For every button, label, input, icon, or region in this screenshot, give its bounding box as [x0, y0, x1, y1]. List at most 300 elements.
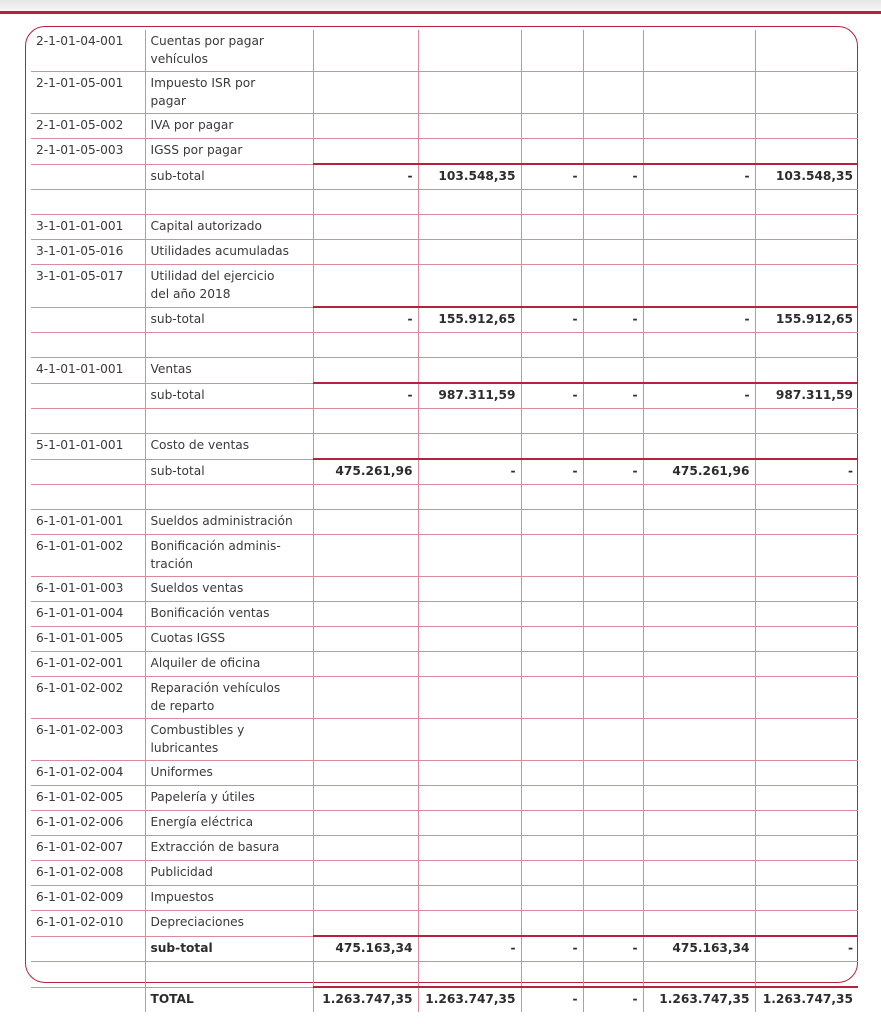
- empty-haber-saldos: [755, 911, 858, 937]
- empty-haber-sumas: [418, 761, 521, 786]
- empty-haber-sumas: [418, 811, 521, 836]
- subtotal-row: [31, 936, 858, 962]
- empty-cell: [643, 190, 755, 215]
- empty-haber-saldos-a: [583, 811, 643, 836]
- empty-haber-saldos-a: [583, 114, 643, 139]
- empty-cell: [31, 962, 145, 988]
- empty-debe-sumas: [313, 358, 418, 384]
- account-description: IGSS por pagar: [145, 139, 313, 165]
- empty-haber-saldos-a: [583, 358, 643, 384]
- empty-debe-sumas: [313, 836, 418, 861]
- empty-haber-saldos: [755, 358, 858, 384]
- empty-cell: [145, 190, 313, 215]
- empty-debe-saldos-a: [521, 677, 583, 719]
- account-description: Uniformes: [145, 761, 313, 786]
- amount-haber-sumas: 987.311,59: [418, 383, 521, 409]
- account-description: Capital autorizado: [145, 215, 313, 240]
- account-row: [31, 886, 858, 911]
- account-description: Impuesto ISR por pagar: [145, 72, 313, 114]
- account-description: sub-total: [145, 164, 313, 190]
- amount-haber-saldos-a: -: [583, 936, 643, 962]
- amount-debe-saldos-a: -: [521, 459, 583, 485]
- account-description: Sueldos administración: [145, 510, 313, 535]
- empty-debe-saldos: [643, 510, 755, 535]
- account-description: [145, 535, 313, 577]
- empty-haber-saldos-a: [583, 30, 643, 72]
- account-description: Depreciaciones: [145, 911, 313, 937]
- empty-cell: [521, 409, 583, 434]
- amount-debe-saldos: -: [643, 164, 755, 190]
- empty-haber-saldos: [755, 510, 858, 535]
- spacer-row: [31, 190, 858, 215]
- empty-haber-saldos: [755, 215, 858, 240]
- empty-haber-saldos: [755, 30, 858, 72]
- empty-haber-sumas: [418, 627, 521, 652]
- empty-haber-saldos: [755, 811, 858, 836]
- spacer-row: [31, 485, 858, 510]
- empty-haber-sumas: [418, 139, 521, 165]
- account-code: [31, 383, 145, 409]
- empty-haber-saldos: [755, 114, 858, 139]
- account-code: 6-1-01-02-007: [31, 836, 145, 861]
- empty-cell: [755, 333, 858, 358]
- account-description: Utilidad del ejercicio del año 2018: [145, 265, 313, 308]
- empty-haber-saldos-a: [583, 72, 643, 114]
- account-code: 6-1-01-01-001: [31, 510, 145, 535]
- empty-debe-saldos: [643, 114, 755, 139]
- empty-cell: [755, 962, 858, 988]
- empty-haber-saldos: [755, 719, 858, 761]
- amount-debe-saldos-a: -: [521, 936, 583, 962]
- empty-debe-saldos: [643, 911, 755, 937]
- empty-haber-saldos-a: [583, 240, 643, 265]
- empty-cell: [583, 485, 643, 510]
- account-code: 4-1-01-01-001: [31, 358, 145, 384]
- empty-cell: [418, 409, 521, 434]
- empty-cell: [755, 485, 858, 510]
- account-code: 6-1-01-02-002: [31, 677, 145, 719]
- empty-debe-saldos-a: [521, 602, 583, 627]
- empty-debe-saldos-a: [521, 30, 583, 72]
- empty-haber-saldos-a: [583, 577, 643, 602]
- account-row: [31, 215, 858, 240]
- account-description: Papelería y útiles: [145, 786, 313, 811]
- account-row: [31, 602, 858, 627]
- amount-haber-sumas: -: [418, 459, 521, 485]
- amount-haber-saldos-a: -: [583, 164, 643, 190]
- account-description: Energía eléctrica: [145, 811, 313, 836]
- account-description: Cuentas por pagar vehículos: [145, 30, 313, 72]
- empty-haber-saldos-a: [583, 652, 643, 677]
- account-code: 2-1-01-05-003: [31, 139, 145, 165]
- spacer-row: [31, 333, 858, 358]
- empty-haber-saldos: [755, 139, 858, 165]
- empty-cell: [313, 333, 418, 358]
- total-row: [31, 987, 858, 1012]
- empty-debe-saldos-a: [521, 627, 583, 652]
- empty-haber-saldos: [755, 265, 858, 308]
- amount-debe-saldos: 1.263.747,35: [643, 987, 755, 1012]
- amount-haber-sumas: 1.263.747,35: [418, 987, 521, 1012]
- account-description: Combustibles y lubricantes: [145, 719, 313, 761]
- empty-cell: [583, 962, 643, 988]
- account-description: Alquiler de oficina: [145, 652, 313, 677]
- account-description: Costo de ventas: [145, 434, 313, 460]
- empty-cell: [643, 333, 755, 358]
- amount-debe-saldos: -: [643, 383, 755, 409]
- empty-debe-saldos: [643, 811, 755, 836]
- account-code: 6-1-01-01-002: [31, 535, 145, 577]
- account-row: [31, 861, 858, 886]
- amount-debe-saldos: 475.261,96: [643, 459, 755, 485]
- empty-cell: [521, 962, 583, 988]
- empty-haber-saldos-a: [583, 627, 643, 652]
- account-row: [31, 577, 858, 602]
- empty-debe-saldos-a: [521, 139, 583, 165]
- empty-debe-sumas: [313, 139, 418, 165]
- empty-debe-saldos: [643, 577, 755, 602]
- empty-haber-sumas: [418, 114, 521, 139]
- amount-haber-saldos: -: [755, 936, 858, 962]
- empty-haber-saldos: [755, 72, 858, 114]
- empty-debe-saldos-a: [521, 577, 583, 602]
- amount-haber-saldos-a: -: [583, 307, 643, 333]
- account-description: Impuestos: [145, 886, 313, 911]
- account-code: [31, 164, 145, 190]
- account-code: 6-1-01-02-009: [31, 886, 145, 911]
- amount-haber-saldos: 1.263.747,35: [755, 987, 858, 1012]
- account-code: 6-1-01-02-010: [31, 911, 145, 937]
- empty-debe-saldos: [643, 30, 755, 72]
- amount-debe-sumas: -: [313, 383, 418, 409]
- empty-debe-saldos-a: [521, 265, 583, 308]
- empty-debe-sumas: [313, 30, 418, 72]
- empty-cell: [313, 190, 418, 215]
- empty-debe-saldos-a: [521, 240, 583, 265]
- empty-haber-saldos-a: [583, 139, 643, 165]
- account-row: [31, 265, 858, 308]
- empty-debe-saldos-a: [521, 72, 583, 114]
- empty-debe-sumas: [313, 72, 418, 114]
- header-rule: [0, 11, 881, 14]
- account-row: [31, 811, 858, 836]
- account-code: 6-1-01-02-003: [31, 719, 145, 761]
- empty-haber-sumas: [418, 719, 521, 761]
- account-description: Cuotas IGSS: [145, 627, 313, 652]
- account-code: [31, 307, 145, 333]
- account-row: [31, 535, 858, 577]
- account-description: Bonificación ventas: [145, 602, 313, 627]
- empty-debe-sumas: [313, 265, 418, 308]
- empty-haber-saldos-a: [583, 886, 643, 911]
- empty-cell: [145, 333, 313, 358]
- empty-haber-sumas: [418, 602, 521, 627]
- empty-haber-saldos-a: [583, 761, 643, 786]
- amount-haber-sumas: 155.912,65: [418, 307, 521, 333]
- account-description: Utilidades acumuladas: [145, 240, 313, 265]
- empty-cell: [145, 485, 313, 510]
- empty-haber-saldos: [755, 886, 858, 911]
- empty-debe-sumas: [313, 677, 418, 719]
- empty-debe-saldos: [643, 72, 755, 114]
- empty-cell: [643, 485, 755, 510]
- empty-haber-sumas: [418, 786, 521, 811]
- account-description: sub-total: [145, 383, 313, 409]
- empty-debe-saldos-a: [521, 358, 583, 384]
- empty-debe-saldos-a: [521, 761, 583, 786]
- empty-haber-sumas: [418, 535, 521, 577]
- empty-cell: [31, 190, 145, 215]
- subtotal-row: [31, 459, 858, 485]
- empty-cell: [643, 409, 755, 434]
- account-row: [31, 761, 858, 786]
- empty-debe-saldos: [643, 265, 755, 308]
- empty-cell: [521, 190, 583, 215]
- empty-cell: [145, 409, 313, 434]
- account-description-text: Bonificación adminis-tración: [150, 539, 281, 571]
- empty-debe-saldos-a: [521, 836, 583, 861]
- empty-haber-saldos: [755, 602, 858, 627]
- spacer-row: [31, 409, 858, 434]
- empty-debe-sumas: [313, 215, 418, 240]
- empty-haber-sumas: [418, 358, 521, 384]
- account-code: 6-1-01-02-005: [31, 786, 145, 811]
- empty-debe-saldos: [643, 139, 755, 165]
- empty-debe-saldos-a: [521, 114, 583, 139]
- empty-debe-saldos-a: [521, 215, 583, 240]
- empty-debe-saldos: [643, 761, 755, 786]
- empty-debe-saldos-a: [521, 434, 583, 460]
- empty-debe-saldos-a: [521, 786, 583, 811]
- amount-haber-saldos-a: -: [583, 383, 643, 409]
- empty-haber-saldos-a: [583, 602, 643, 627]
- empty-haber-saldos: [755, 677, 858, 719]
- account-code: 2-1-01-05-001: [31, 72, 145, 114]
- empty-haber-saldos: [755, 627, 858, 652]
- empty-haber-sumas: [418, 836, 521, 861]
- account-description: IVA por pagar: [145, 114, 313, 139]
- empty-haber-sumas: [418, 240, 521, 265]
- account-code: 2-1-01-05-002: [31, 114, 145, 139]
- empty-cell: [313, 485, 418, 510]
- account-row: [31, 836, 858, 861]
- empty-debe-saldos-a: [521, 652, 583, 677]
- empty-debe-saldos: [643, 652, 755, 677]
- account-description: Ventas: [145, 358, 313, 384]
- account-code: 5-1-01-01-001: [31, 434, 145, 460]
- empty-haber-saldos: [755, 240, 858, 265]
- empty-cell: [313, 962, 418, 988]
- empty-debe-sumas: [313, 786, 418, 811]
- empty-haber-saldos: [755, 577, 858, 602]
- account-code: 6-1-01-02-006: [31, 811, 145, 836]
- empty-debe-saldos: [643, 434, 755, 460]
- account-description: Reparación vehículos de reparto: [145, 677, 313, 719]
- empty-haber-saldos-a: [583, 677, 643, 719]
- empty-debe-saldos: [643, 719, 755, 761]
- empty-debe-saldos-a: [521, 911, 583, 937]
- account-row: [31, 358, 858, 384]
- empty-debe-sumas: [313, 861, 418, 886]
- empty-haber-sumas: [418, 861, 521, 886]
- account-row: [31, 911, 858, 937]
- amount-haber-sumas: 103.548,35: [418, 164, 521, 190]
- amount-debe-saldos: -: [643, 307, 755, 333]
- empty-haber-saldos-a: [583, 434, 643, 460]
- account-code: [31, 459, 145, 485]
- account-code: [31, 936, 145, 962]
- empty-debe-sumas: [313, 652, 418, 677]
- account-row: [31, 652, 858, 677]
- account-code: 6-1-01-02-004: [31, 761, 145, 786]
- empty-debe-sumas: [313, 602, 418, 627]
- account-description: TOTAL: [145, 987, 313, 1012]
- amount-debe-saldos: 475.163,34: [643, 936, 755, 962]
- empty-haber-sumas: [418, 652, 521, 677]
- empty-debe-sumas: [313, 535, 418, 577]
- amount-debe-sumas: 475.261,96: [313, 459, 418, 485]
- account-row: [31, 30, 858, 72]
- amount-haber-saldos-a: -: [583, 987, 643, 1012]
- empty-cell: [418, 485, 521, 510]
- subtotal-row: [31, 164, 858, 190]
- account-code: 6-1-01-02-001: [31, 652, 145, 677]
- spacer-row: [31, 962, 858, 988]
- empty-cell: [31, 485, 145, 510]
- account-row: [31, 139, 858, 165]
- empty-debe-saldos-a: [521, 719, 583, 761]
- empty-debe-sumas: [313, 811, 418, 836]
- empty-debe-saldos-a: [521, 535, 583, 577]
- subtotal-row: [31, 383, 858, 409]
- amount-haber-saldos: 987.311,59: [755, 383, 858, 409]
- amount-debe-sumas: -: [313, 307, 418, 333]
- empty-cell: [418, 190, 521, 215]
- account-code: 3-1-01-05-016: [31, 240, 145, 265]
- empty-cell: [418, 962, 521, 988]
- empty-haber-saldos: [755, 836, 858, 861]
- empty-haber-saldos-a: [583, 535, 643, 577]
- account-row: [31, 786, 858, 811]
- amount-debe-saldos-a: -: [521, 383, 583, 409]
- empty-haber-saldos: [755, 761, 858, 786]
- empty-haber-sumas: [418, 30, 521, 72]
- empty-haber-saldos-a: [583, 215, 643, 240]
- amount-debe-saldos-a: -: [521, 307, 583, 333]
- empty-debe-sumas: [313, 240, 418, 265]
- amount-debe-sumas: 1.263.747,35: [313, 987, 418, 1012]
- empty-debe-saldos: [643, 677, 755, 719]
- subtotal-row: [31, 307, 858, 333]
- empty-cell: [145, 962, 313, 988]
- empty-haber-saldos: [755, 786, 858, 811]
- account-row: [31, 510, 858, 535]
- empty-debe-sumas: [313, 719, 418, 761]
- empty-haber-sumas: [418, 677, 521, 719]
- empty-debe-sumas: [313, 510, 418, 535]
- empty-haber-saldos-a: [583, 861, 643, 886]
- empty-debe-sumas: [313, 911, 418, 937]
- empty-debe-saldos: [643, 215, 755, 240]
- empty-debe-saldos: [643, 358, 755, 384]
- empty-debe-saldos: [643, 786, 755, 811]
- empty-haber-saldos-a: [583, 786, 643, 811]
- empty-cell: [521, 485, 583, 510]
- account-code: 2-1-01-04-001: [31, 30, 145, 72]
- amount-haber-saldos-a: -: [583, 459, 643, 485]
- empty-cell: [521, 333, 583, 358]
- empty-debe-saldos-a: [521, 811, 583, 836]
- amount-debe-sumas: -: [313, 164, 418, 190]
- account-code: 3-1-01-05-017: [31, 265, 145, 308]
- empty-haber-saldos-a: [583, 911, 643, 937]
- amount-haber-sumas: -: [418, 936, 521, 962]
- amount-haber-saldos: -: [755, 459, 858, 485]
- empty-haber-saldos: [755, 652, 858, 677]
- empty-haber-saldos-a: [583, 510, 643, 535]
- empty-debe-sumas: [313, 114, 418, 139]
- account-description: Extracción de basura: [145, 836, 313, 861]
- amount-haber-saldos: 155.912,65: [755, 307, 858, 333]
- account-description: Sueldos ventas: [145, 577, 313, 602]
- empty-haber-sumas: [418, 215, 521, 240]
- empty-haber-saldos-a: [583, 719, 643, 761]
- account-code: 6-1-01-01-005: [31, 627, 145, 652]
- empty-debe-saldos-a: [521, 886, 583, 911]
- empty-cell: [31, 333, 145, 358]
- empty-debe-sumas: [313, 627, 418, 652]
- empty-cell: [418, 333, 521, 358]
- empty-cell: [643, 962, 755, 988]
- account-row: [31, 114, 858, 139]
- amount-haber-saldos: 103.548,35: [755, 164, 858, 190]
- empty-haber-sumas: [418, 72, 521, 114]
- account-row: [31, 719, 858, 761]
- empty-debe-saldos: [643, 861, 755, 886]
- amount-debe-saldos-a: -: [521, 164, 583, 190]
- empty-debe-sumas: [313, 761, 418, 786]
- empty-haber-saldos-a: [583, 836, 643, 861]
- empty-cell: [755, 409, 858, 434]
- empty-cell: [583, 409, 643, 434]
- empty-haber-sumas: [418, 577, 521, 602]
- empty-debe-sumas: [313, 886, 418, 911]
- empty-debe-sumas: [313, 434, 418, 460]
- amount-debe-sumas: 475.163,34: [313, 936, 418, 962]
- empty-haber-sumas: [418, 886, 521, 911]
- account-description: sub-total: [145, 936, 313, 962]
- empty-debe-sumas: [313, 577, 418, 602]
- empty-debe-saldos: [643, 240, 755, 265]
- account-row: [31, 72, 858, 114]
- empty-haber-sumas: [418, 434, 521, 460]
- account-code: 6-1-01-01-003: [31, 577, 145, 602]
- empty-haber-saldos: [755, 535, 858, 577]
- empty-debe-saldos-a: [521, 510, 583, 535]
- empty-haber-sumas: [418, 265, 521, 308]
- account-code: 6-1-01-01-004: [31, 602, 145, 627]
- account-row: [31, 434, 858, 460]
- empty-debe-saldos: [643, 627, 755, 652]
- empty-cell: [31, 409, 145, 434]
- account-row: [31, 627, 858, 652]
- empty-debe-saldos: [643, 886, 755, 911]
- empty-debe-saldos: [643, 602, 755, 627]
- empty-haber-saldos: [755, 434, 858, 460]
- account-row: [31, 240, 858, 265]
- account-description: Publicidad: [145, 861, 313, 886]
- empty-cell: [583, 190, 643, 215]
